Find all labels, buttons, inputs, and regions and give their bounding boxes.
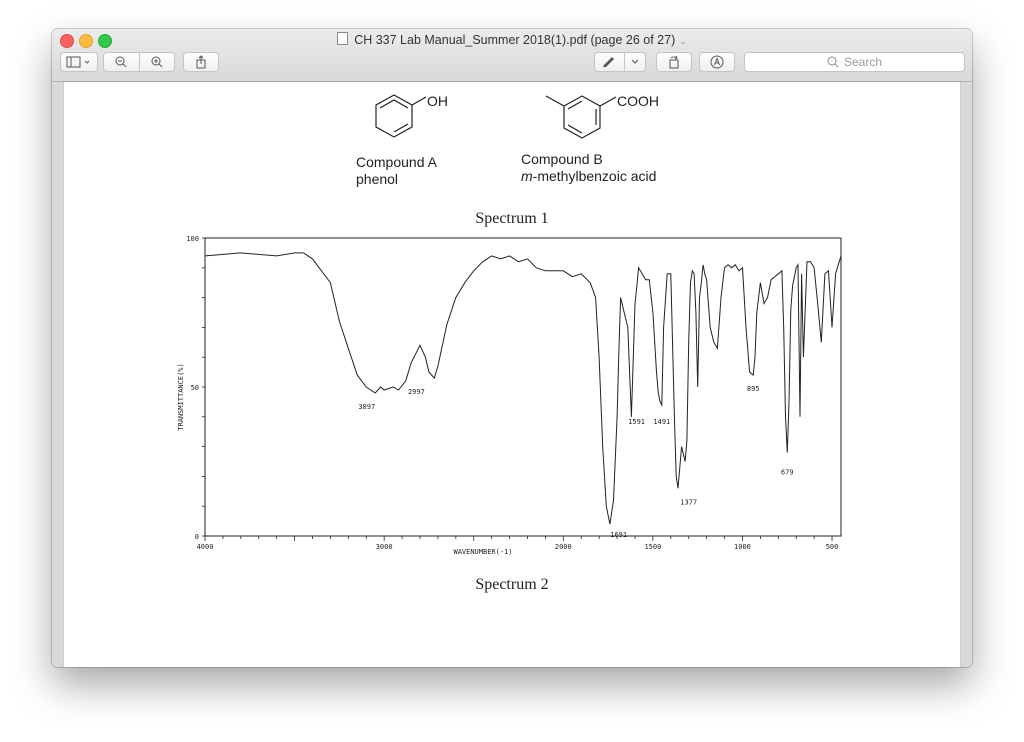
pdf-page (64, 82, 960, 667)
compound-b-name-rest: -methylbenzoic acid (532, 168, 657, 184)
peak-label: 1591 (628, 417, 646, 426)
zoom-control (103, 52, 175, 72)
zoom-in-icon (151, 56, 163, 68)
plot-frame (205, 238, 841, 536)
pen-icon (602, 56, 616, 68)
compound-b-name (521, 168, 656, 185)
peak-label: 1377 (680, 498, 698, 507)
y-axis-label: TRANSMITTANCE(%) (177, 363, 185, 431)
y-tick-label: 0 (194, 533, 199, 541)
x-axis-label: WAVENUMBER(-1) (453, 548, 513, 556)
spectrum-2-label: Spectrum 2 (475, 576, 549, 593)
markup-pen-control (594, 52, 646, 72)
cooh-label: COOH (617, 93, 659, 109)
rotate-button[interactable] (656, 52, 692, 72)
zoom-in-button[interactable] (139, 56, 174, 68)
window-title[interactable] (52, 32, 972, 47)
phenol-oh-label: OH (427, 93, 448, 109)
share-icon (195, 55, 207, 69)
spectrum-1-label: Spectrum 1 (475, 210, 549, 227)
spectrum-line (205, 253, 841, 524)
x-tick-label: 4000 (196, 543, 214, 551)
rotate-icon (667, 55, 681, 69)
sidebar-toggle-button[interactable] (60, 52, 98, 72)
document-scroll-area[interactable] (52, 82, 972, 667)
compound-a-title: Compound A (356, 154, 437, 170)
x-tick-label: 2000 (554, 543, 572, 551)
zoom-out-button[interactable] (104, 56, 139, 68)
methylbenzoic-acid-structure (546, 96, 616, 138)
search-placeholder: Search (843, 55, 883, 69)
peak-label: 1491 (653, 417, 671, 426)
chevron-down-icon: ⌄ (679, 36, 687, 46)
sidebar-icon (66, 56, 92, 68)
window-title-text: CH 337 Lab Manual_Summer 2018(1).pdf (page 26 of 27) (354, 33, 676, 47)
markup-toolbar-button[interactable] (699, 52, 735, 72)
chevron-down-icon (631, 59, 639, 65)
compound-b-label (521, 151, 656, 185)
share-button[interactable] (183, 52, 219, 72)
peak-label: 679 (780, 468, 794, 477)
peak-label: 895 (746, 385, 760, 394)
x-tick-label: 500 (825, 543, 839, 551)
y-tick-label: 100 (186, 235, 199, 243)
x-tick-label: 1500 (644, 543, 662, 551)
search-field[interactable] (744, 52, 965, 72)
preview-window (52, 29, 972, 667)
compound-a-label (356, 154, 437, 188)
compound-b-title: Compound B (521, 151, 603, 167)
x-tick-label: 3000 (375, 543, 393, 551)
titlebar (52, 29, 972, 82)
pen-options-button[interactable] (625, 59, 645, 65)
y-tick-label: 50 (190, 384, 199, 392)
peak-label: 3097 (358, 402, 376, 411)
pdf-document-icon (337, 32, 348, 45)
phenol-structure (376, 95, 426, 137)
zoom-out-icon (115, 56, 127, 68)
search-icon (827, 56, 839, 68)
peak-label: 2997 (407, 388, 425, 396)
peak-label: 1691 (610, 531, 628, 540)
markup-icon (710, 55, 724, 69)
x-tick-label: 1000 (734, 543, 751, 551)
compound-a-name: phenol (356, 171, 399, 187)
compound-b-italic-prefix: m (521, 168, 533, 184)
pen-button[interactable] (595, 56, 624, 68)
ir-spectrum-chart (177, 235, 841, 556)
